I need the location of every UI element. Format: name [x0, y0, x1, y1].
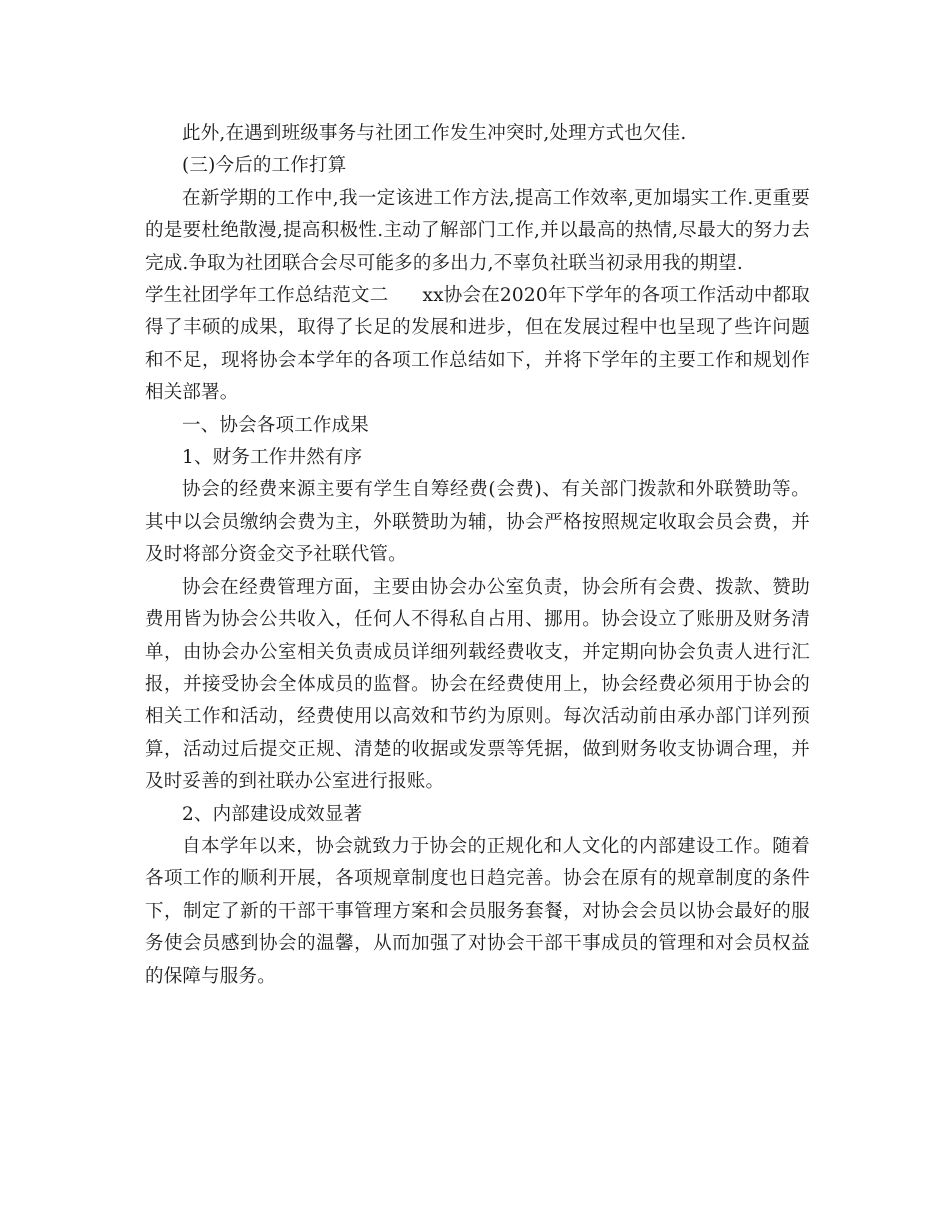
section-title-summary-two: 学生社团学年工作总结范文二 — [145, 285, 389, 307]
document-body — [145, 118, 810, 993]
paragraph-new-term-plan: 在新学期的工作中,我一定该进工作方法,提高工作效率,更加塌实工作.更重要的是要杜绝散漫,提高积极性.主动了解部门工作,并以最高的热情,尽最大的努力去完成.争取为社团联合会尽可能多的多出力,不辜负社联当初录用我的期望. — [145, 187, 810, 274]
paragraph-conflict-note: 此外,在遇到班级事务与社团工作发生冲突时,处理方式也欠佳. — [182, 123, 687, 144]
summary-two-intro: xx协会在2020年下学年的各项工作活动中都取得了丰硕的成果，取得了长足的发展和进步，但在发展过程中也呈现了些许问题和不足，现将协会本学年的各项工作总结如下，并将下学年的主要工作和规划作相关部署。 — [145, 285, 810, 404]
heading-future-plan: (三)今后的工作打算 — [182, 155, 347, 177]
heading-achievements: 一、协会各项工作成果 — [182, 414, 370, 436]
heading-internal-building: 2、内部建设成效显著 — [182, 803, 363, 825]
paragraph-funding-sources: 协会的经费来源主要有学生自筹经费(会费)、有关部门拨款和外联赞助等。其中以会员缴纳会费为主，外联赞助为辅，协会严格按照规定收取会员会费，并及时将部分资金交予社联代管。 — [145, 479, 810, 566]
paragraph-summary-two — [145, 280, 810, 410]
heading-finance: 1、财务工作井然有序 — [182, 447, 363, 469]
paragraph-fund-management: 协会在经费管理方面，主要由协会办公室负责，协会所有会费、拨款、赞助费用皆为协会公共收入，任何人不得私自占用、挪用。协会设立了账册及财务清单，由协会办公室相关负责成员详细列载经费收支，并定期向协会负责人进行汇报，并接受协会全体成员的监督。协会在经费使用上，协会经费必须用于协会的相关工作和活动，经费使用以高效和节约为原则。每次活动前由承办部门详列预算，活动过后提交正规、清楚的收据或发票等凭据，做到财务收支协调合理，并及时妥善的到社联办公室进行报账。 — [145, 576, 810, 793]
paragraph-internal-building: 自本学年以来，协会就致力于协会的正规化和人文化的内部建设工作。随着各项工作的顺利开展，各项规章制度也日趋完善。协会在原有的规章制度的条件下，制定了新的干部干事管理方案和会员服务套餐，对协会会员以协会最好的服务使会员感到协会的温馨，从而加强了对协会干部干事成员的管理和对会员权益的保障与服务。 — [145, 835, 810, 987]
